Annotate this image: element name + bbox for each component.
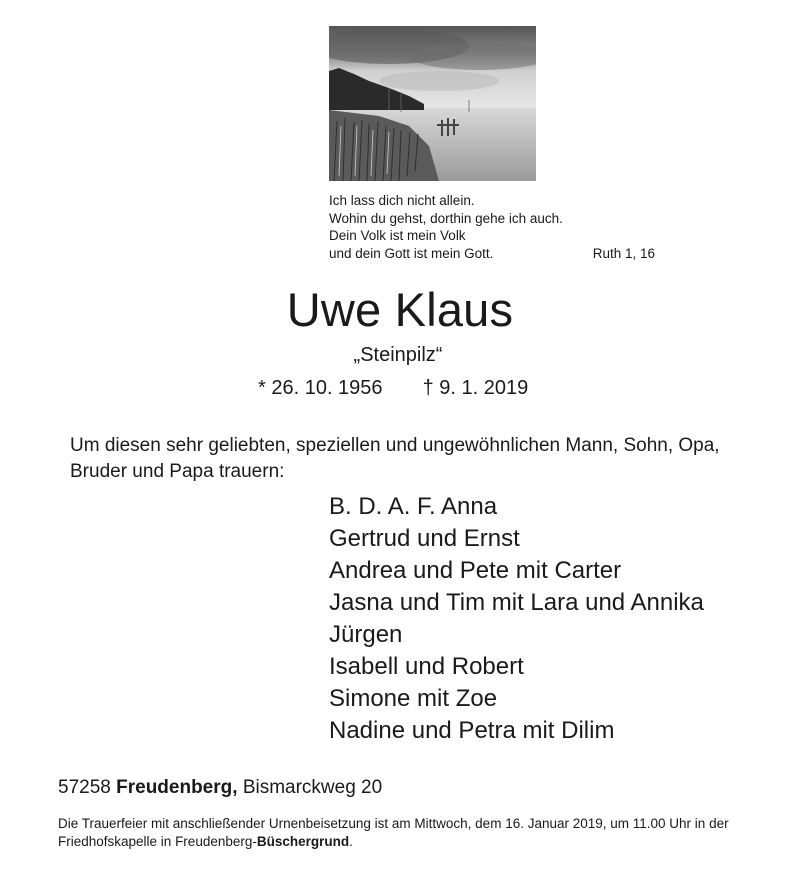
- deceased-name: Uwe Klaus: [286, 283, 514, 336]
- life-dates: [258, 375, 528, 401]
- deceased-nickname: „Steinpilz“: [353, 344, 443, 366]
- mourner-entry: Jasna und Tim mit Lara und Annika: [329, 589, 704, 616]
- mourner-entry: Andrea und Pete mit Carter: [329, 557, 622, 584]
- verse-reference: Ruth 1, 16: [592, 245, 655, 261]
- lake-landscape-photo: [329, 26, 536, 181]
- service-text-end: .: [349, 833, 353, 849]
- death-date: † 9. 1. 2019: [422, 377, 529, 399]
- address-street: Bismarckweg 20: [242, 777, 383, 798]
- mourner-entry: Nadine und Petra mit Dilim: [329, 717, 615, 744]
- funeral-service-info: [58, 815, 758, 850]
- deceased-nickname-row: [0, 342, 800, 368]
- verse-line: und dein Gott ist mein Gott.: [329, 245, 494, 261]
- mourner-entry: Jürgen: [329, 621, 403, 648]
- service-place: Büschergrund: [256, 833, 350, 849]
- verse-line: Ich lass dich nicht allein.: [329, 193, 475, 208]
- mourner-entry: Gertrud und Ernst: [329, 525, 520, 552]
- mourning-intro: Um diesen sehr geliebten, speziellen und ungewöhnlichen Mann, Sohn, Opa, Bruder und Papa trauern:: [70, 435, 720, 482]
- verse-line: Dein Volk ist mein Volk: [329, 228, 466, 243]
- address-city: Freudenberg,: [116, 777, 238, 798]
- service-text: Die Trauerfeier mit anschließender Urnenbeisetzung ist am Mittwoch, dem 16. Januar 2019, um 11.00 Uhr in der Friedhofskapelle in Freudenberg-: [58, 816, 729, 849]
- family-address: [58, 775, 382, 801]
- mourner-entry: Simone mit Zoe: [329, 685, 498, 712]
- mourner-entry: Isabell und Robert: [329, 653, 524, 680]
- address-zip: 57258: [58, 777, 111, 798]
- mourners-list: [329, 491, 704, 747]
- birth-date: * 26. 10. 1956: [258, 377, 383, 399]
- mourner-entry: B. D. A. F. Anna: [329, 493, 498, 520]
- bible-verse: [329, 192, 659, 262]
- verse-line: Wohin du gehst, dorthin gehe ich auch.: [329, 210, 563, 226]
